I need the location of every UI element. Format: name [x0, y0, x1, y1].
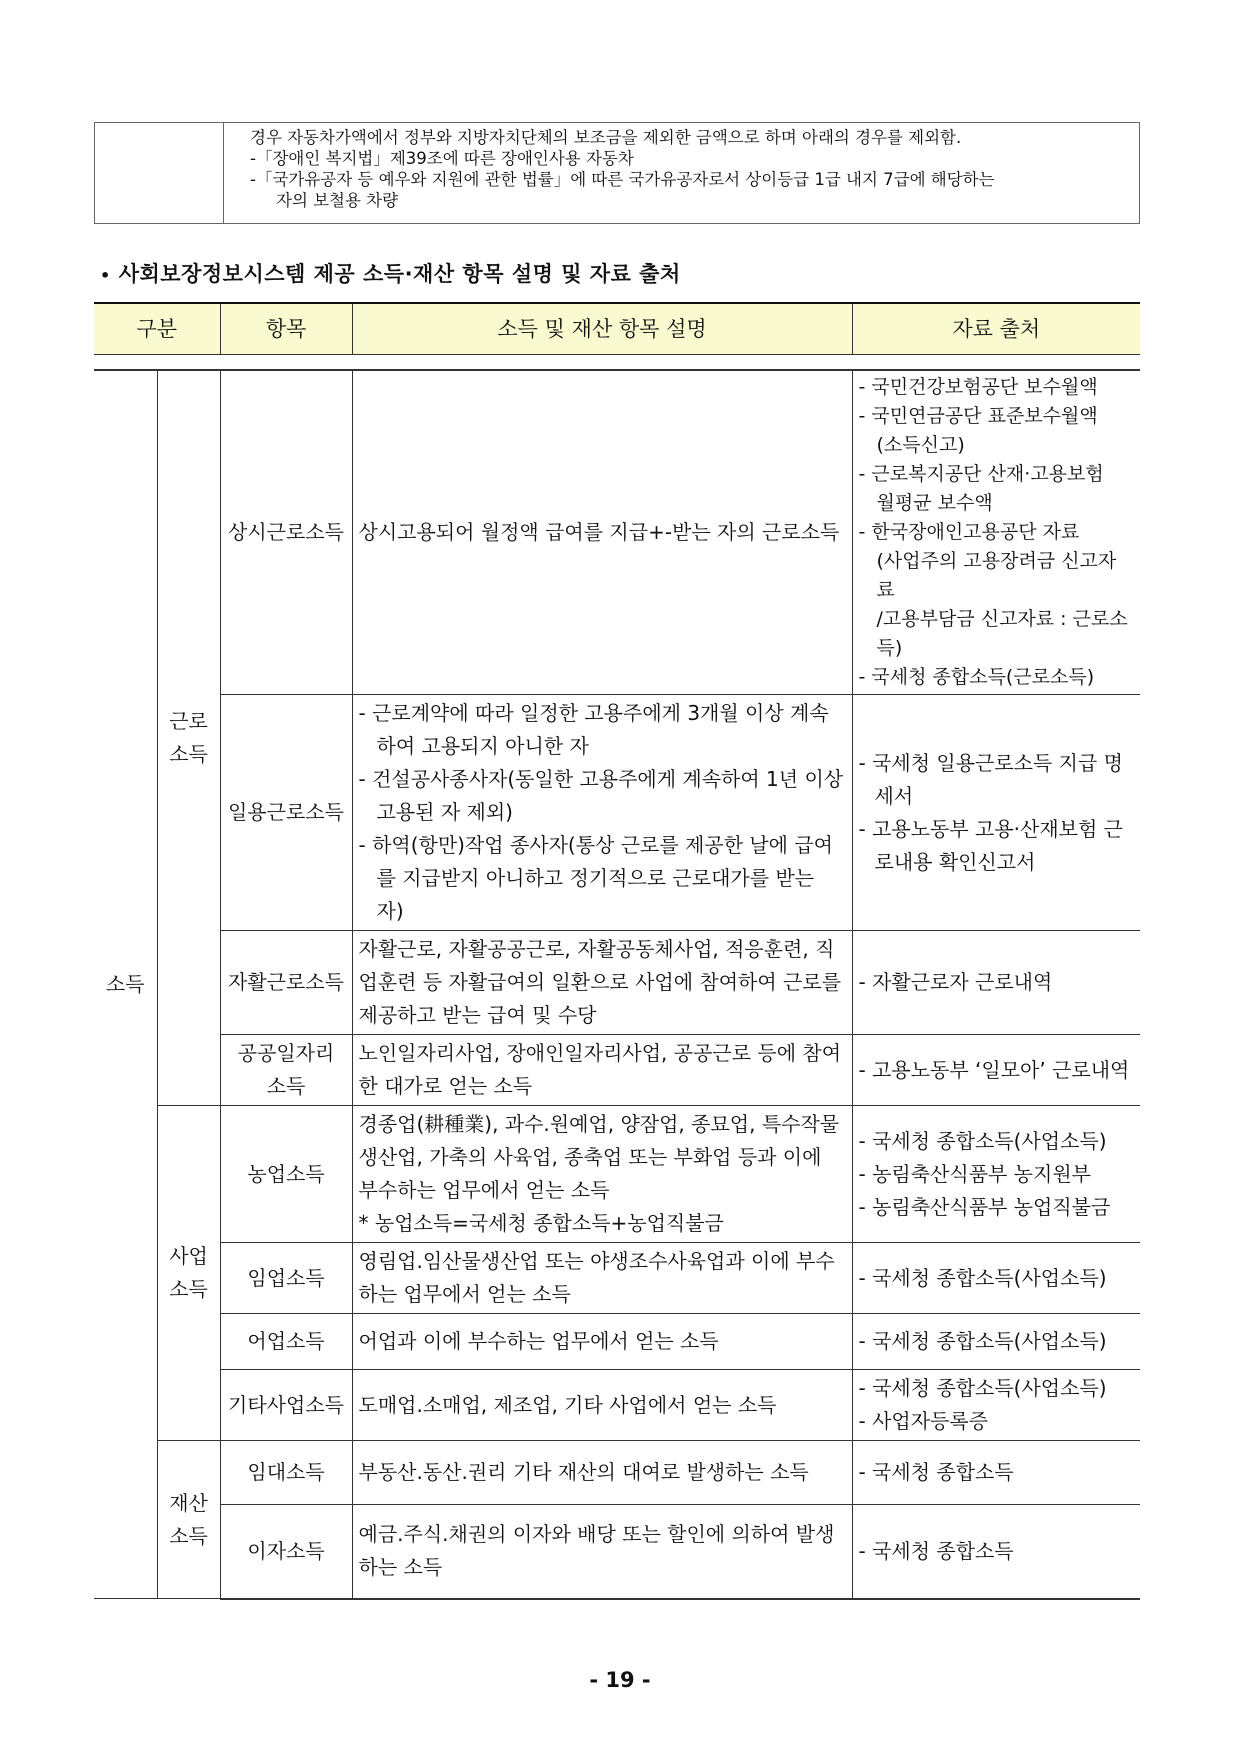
header-spacer — [94, 355, 1140, 371]
header-item: 항목 — [220, 303, 352, 355]
source-line: - 농림축산식품부 농업직불금 — [858, 1194, 1111, 1219]
description-cell — [352, 931, 852, 1035]
empty-cell — [95, 123, 224, 223]
source-line: - 자활근로자 근로내역 — [858, 970, 1053, 994]
source-line: 월평균 보수액 — [876, 492, 993, 514]
table-row — [94, 1441, 1140, 1505]
section-title — [100, 258, 681, 288]
source-line: - 국세청 종합소득(사업소득) — [858, 1128, 1107, 1153]
source-line: (소득신고) — [876, 434, 965, 456]
source-line: - 국세청 종합소득(근로소득) — [858, 666, 1095, 688]
table-row — [94, 931, 1140, 1035]
source-line: - 국세청 종합소득 — [858, 1538, 1014, 1563]
source-cell — [852, 1441, 1140, 1505]
description-cell — [352, 370, 852, 695]
category-cell: 소득 — [94, 370, 157, 1599]
item-cell: 자활근로소득 — [220, 931, 352, 1035]
description-line: - 하역(항만)작업 종사자(통상 근로를 제공한 날에 급여를 지급받지 아니하고 정기적으로 근로대가를 받는 자) — [358, 833, 834, 923]
description-line: * 농업소득=국세청 종합소득+농업직불금 — [358, 1211, 724, 1235]
description-cell — [352, 1106, 852, 1243]
source-line: /고용부담금 신고자료 : 근로소득) — [876, 608, 1128, 659]
description-cell — [352, 1505, 852, 1599]
source-line: - 국세청 종합소득 — [858, 1460, 1014, 1484]
source-line: - 근로복지공단 산재·고용보험 — [858, 463, 1104, 485]
item-cell: 임대소득 — [220, 1441, 352, 1505]
description-line: 자활근로, 자활공공근로, 자활공동체사업, 적응훈련, 직업훈련 등 자활급여의 일환으로 사업에 참여하여 근로를 제공하고 받는 급여 및 수당 — [358, 937, 842, 1027]
source-cell — [852, 370, 1140, 695]
item-cell: 공공일자리 소득 — [220, 1035, 352, 1106]
source-cell — [852, 1106, 1140, 1243]
source-cell — [852, 1035, 1140, 1106]
section-title-text: 사회보장정보시스템 제공 소득·재산 항목 설명 및 자료 출처 — [118, 262, 681, 286]
table-row — [94, 1106, 1140, 1243]
source-cell — [852, 1314, 1140, 1370]
item-cell: 기타사업소득 — [220, 1370, 352, 1441]
source-line: - 고용노동부 고용·산재보험 근로내용 확인신고서 — [858, 816, 1124, 874]
description-line: - 건설공사종사자(동일한 고용주에게 계속하여 1년 이상 고용된 자 제외) — [358, 767, 844, 824]
item-cell: 일용근로소득 — [220, 695, 352, 931]
note-line: -「국가유공자 등 예우와 지원에 관한 법률」에 따른 국가유공자로서 상이등급 1급 내지 7급에 해당하는 — [250, 170, 995, 189]
header-description: 소득 및 재산 항목 설명 — [352, 303, 852, 355]
source-line: - 농림축산식품부 농지원부 — [858, 1161, 1091, 1186]
table-row — [94, 1314, 1140, 1370]
description-line: 도매업.소매업, 제조업, 기타 사업에서 얻는 소득 — [358, 1392, 777, 1417]
description-cell — [352, 1035, 852, 1106]
item-cell: 어업소득 — [220, 1314, 352, 1370]
description-line: 부동산.동산.권리 기타 재산의 대여로 발생하는 소득 — [358, 1460, 809, 1484]
note-line: 자의 보철용 차량 — [276, 191, 399, 210]
source-cell — [852, 1370, 1140, 1441]
table-row — [94, 1370, 1140, 1441]
description-line: - 근로계약에 따라 일정한 고용주에게 3개월 이상 계속하여 고용되지 아니한 자 — [358, 701, 829, 758]
source-line: - 사업자등록증 — [858, 1409, 989, 1433]
source-line: - 국세청 종합소득(사업소득) — [858, 1329, 1107, 1353]
group-cell-business: 사업 소득 — [157, 1106, 220, 1441]
header-category: 구분 — [94, 303, 220, 355]
description-cell — [352, 695, 852, 931]
note-line: 경우 자동차가액에서 정부와 지방자치단체의 보조금을 제외한 금액으로 하며 아래의 경우를 제외함. — [250, 128, 962, 147]
source-cell — [852, 931, 1140, 1035]
description-line: 어업과 이에 부수하는 업무에서 얻는 소득 — [358, 1329, 719, 1353]
source-line: - 국세청 일용근로소득 지급 명세서 — [858, 750, 1124, 808]
source-line: - 고용노동부 ‘일모아’ 근로내역 — [858, 1057, 1130, 1082]
table-row — [94, 1505, 1140, 1599]
item-cell: 상시근로소득 — [220, 370, 352, 695]
description-line: 경종업(耕種業), 과수.원예업, 양잠업, 종묘업, 특수작물생산업, 가축의 사육업, 종축업 또는 부화업 등과 이에 부수하는 업무에서 얻는 소득 — [358, 1112, 840, 1202]
table-header-row — [94, 303, 1140, 355]
description-cell — [352, 1314, 852, 1370]
source-cell — [852, 1505, 1140, 1599]
source-line: - 한국장애인고용공단 자료 — [858, 521, 1080, 543]
page-number: - 19 - — [589, 1668, 651, 1692]
group-cell-property: 재산 소득 — [157, 1441, 220, 1599]
source-line: - 국민연금공단 표준보수월액 — [858, 405, 1098, 427]
table-row — [94, 695, 1140, 931]
source-line: - 국세청 종합소득(사업소득) — [858, 1265, 1107, 1290]
description-line: 예금.주식.채권의 이자와 배당 또는 할인에 의하여 발생하는 소득 — [358, 1522, 835, 1580]
item-cell: 이자소득 — [220, 1505, 352, 1599]
note-line: -「장애인 복지법」제39조에 따른 장애인사용 자동차 — [250, 149, 634, 168]
description-cell — [352, 1243, 852, 1314]
header-source: 자료 출처 — [852, 303, 1140, 355]
description-line: 상시고용되어 월정액 급여를 지급+-받는 자의 근로소득 — [358, 520, 840, 544]
vehicle-note — [224, 123, 1139, 223]
item-cell: 임업소득 — [220, 1243, 352, 1314]
group-cell-labor: 근로 소득 — [157, 370, 220, 1106]
description-line: 영림업.임산물생산업 또는 야생조수사육업과 이에 부수하는 업무에서 얻는 소득 — [358, 1249, 835, 1306]
table-body — [94, 370, 1140, 1599]
income-asset-table — [94, 302, 1140, 1600]
description-line: 노인일자리사업, 장애인일자리사업, 공공근로 등에 참여한 대가로 얻는 소득 — [358, 1041, 842, 1098]
source-cell — [852, 1243, 1140, 1314]
table-row — [94, 1035, 1140, 1106]
source-line: - 국세청 종합소득(사업소득) — [858, 1376, 1107, 1400]
description-cell — [352, 1441, 852, 1505]
description-cell — [352, 1370, 852, 1441]
table-row — [94, 370, 1140, 695]
source-cell — [852, 695, 1140, 931]
table-row — [94, 1243, 1140, 1314]
source-line: (사업주의 고용장려금 신고자료 — [876, 550, 1117, 601]
source-line: - 국민건강보험공단 보수월액 — [858, 376, 1098, 398]
previous-table-continuation — [94, 122, 1140, 224]
item-cell: 농업소득 — [220, 1106, 352, 1243]
bullet-icon: • — [100, 266, 111, 285]
